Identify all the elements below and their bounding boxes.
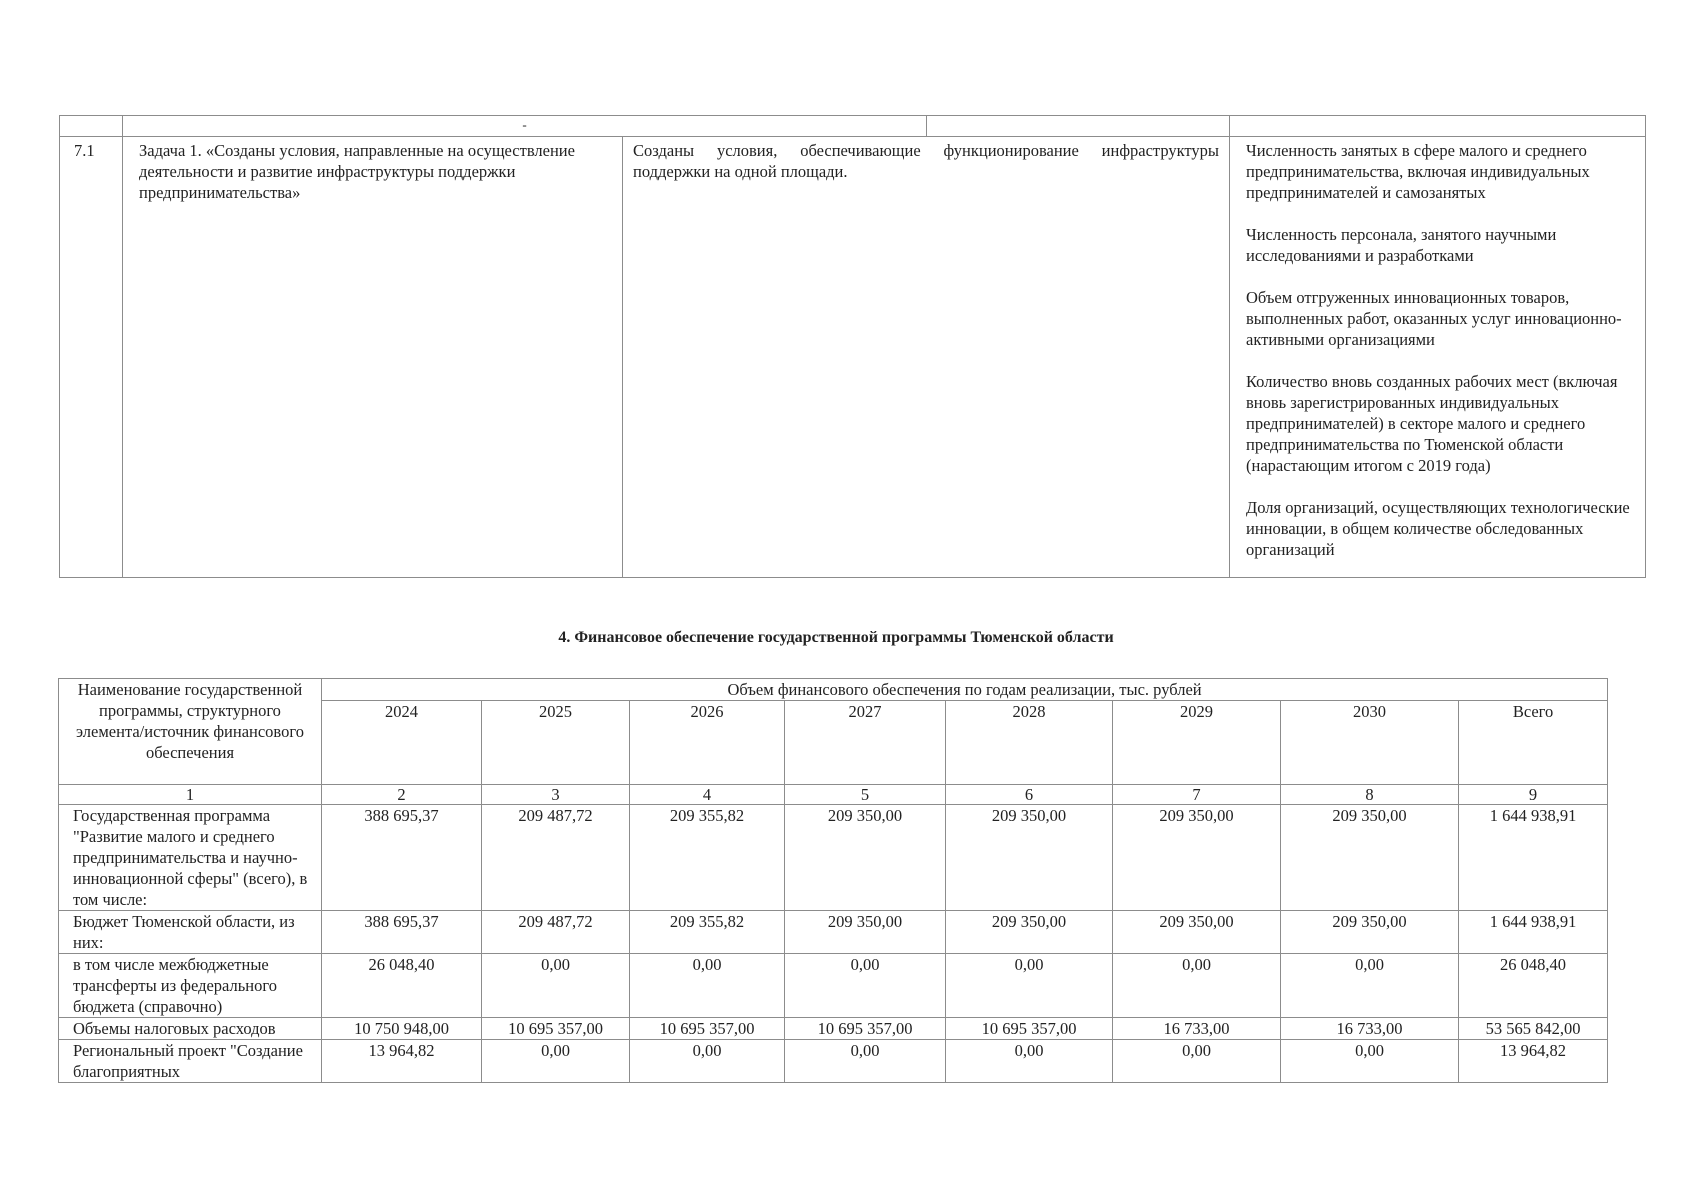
- row-name: Региональный проект "Создание благоприятных: [59, 1040, 322, 1083]
- column-number: 9: [1459, 785, 1608, 805]
- financing-table: [58, 678, 1608, 1083]
- total-cell: 26 048,40: [1459, 954, 1608, 1018]
- row-name: в том числе межбюджетные трансферты из федерального бюджета (справочно): [59, 954, 322, 1018]
- value-cell: 16 733,00: [1281, 1018, 1459, 1040]
- header-cell: [1230, 116, 1646, 137]
- value-cell: 0,00: [785, 1040, 946, 1083]
- table-header-row: [60, 116, 1646, 137]
- total-header: Всего: [1459, 701, 1608, 785]
- value-cell: 0,00: [630, 954, 785, 1018]
- result-text: Созданы условия, обеспечивающие функционирование инфраструктуры поддержки на одной площади.: [623, 137, 1230, 578]
- value-cell: 0,00: [1281, 1040, 1459, 1083]
- value-cell: 0,00: [785, 954, 946, 1018]
- year-header: 2027: [785, 701, 946, 785]
- column-numbers-row: [59, 785, 1608, 805]
- table-row: [60, 137, 1646, 578]
- column-number: 6: [946, 785, 1113, 805]
- indicator-item: Численность персонала, занятого научными исследованиями и разработками: [1246, 225, 1557, 265]
- table-row: [59, 805, 1608, 911]
- volume-header: Объем финансового обеспечения по годам реализации, тыс. рублей: [322, 679, 1608, 701]
- total-cell: 1 644 938,91: [1459, 911, 1608, 954]
- row-name: Государственная программа "Развитие малого и среднего предпринимательства и научно-инновационной сферы" (всего), в том числе:: [59, 805, 322, 911]
- column-number: 4: [630, 785, 785, 805]
- value-cell: 0,00: [1281, 954, 1459, 1018]
- indicator-item: Количество вновь созданных рабочих мест (включая вновь зарегистрированных индивидуальных предпринимателей) в секторе малого и среднего предпринимательства по Тюменской области (нарастающим итогом с 2019 года): [1246, 372, 1618, 475]
- year-header: 2025: [482, 701, 630, 785]
- value-cell: 388 695,37: [322, 805, 482, 911]
- year-header: 2024: [322, 701, 482, 785]
- column-number: 7: [1113, 785, 1281, 805]
- value-cell: 16 733,00: [1113, 1018, 1281, 1040]
- row-name: Бюджет Тюменской области, из них:: [59, 911, 322, 954]
- value-cell: 26 048,40: [322, 954, 482, 1018]
- year-header: 2028: [946, 701, 1113, 785]
- value-cell: 0,00: [946, 954, 1113, 1018]
- value-cell: 10 695 357,00: [630, 1018, 785, 1040]
- value-cell: 209 350,00: [946, 911, 1113, 954]
- value-cell: 209 350,00: [1113, 805, 1281, 911]
- column-number: 3: [482, 785, 630, 805]
- section-title: 4. Финансовое обеспечение государственной программы Тюменской области: [558, 629, 1114, 646]
- column-number: 2: [322, 785, 482, 805]
- total-cell: 13 964,82: [1459, 1040, 1608, 1083]
- value-cell: 0,00: [1113, 954, 1281, 1018]
- column-number: 8: [1281, 785, 1459, 805]
- year-header: 2029: [1113, 701, 1281, 785]
- header-cell: [60, 116, 123, 137]
- value-cell: 209 355,82: [630, 911, 785, 954]
- indicator-item: Объем отгруженных инновационных товаров, выполненных работ, оказанных услуг инновационно-активными организациями: [1246, 288, 1622, 349]
- value-cell: 209 350,00: [785, 805, 946, 911]
- value-cell: 10 695 357,00: [785, 1018, 946, 1040]
- task-text: Задача 1. «Созданы условия, направленные на осуществление деятельности и развитие инфраструктуры поддержки предпринимательства»: [123, 137, 623, 578]
- row-name: Объемы налоговых расходов: [59, 1018, 322, 1040]
- table-row: [59, 911, 1608, 954]
- table-row: [59, 1018, 1608, 1040]
- value-cell: 0,00: [630, 1040, 785, 1083]
- value-cell: 0,00: [1113, 1040, 1281, 1083]
- value-cell: 0,00: [482, 954, 630, 1018]
- value-cell: 0,00: [946, 1040, 1113, 1083]
- value-cell: 10 750 948,00: [322, 1018, 482, 1040]
- indicator-item: Численность занятых в сфере малого и среднего предпринимательства, включая индивидуальных предпринимателей и самозанятых: [1246, 141, 1590, 202]
- value-cell: 209 355,82: [630, 805, 785, 911]
- table-row: [59, 1040, 1608, 1083]
- column-number: 1: [59, 785, 322, 805]
- value-cell: 13 964,82: [322, 1040, 482, 1083]
- header-dash-cell: -: [123, 116, 927, 137]
- value-cell: 10 695 357,00: [946, 1018, 1113, 1040]
- task-indicators-table: [59, 115, 1646, 578]
- year-header: 2026: [630, 701, 785, 785]
- value-cell: 0,00: [482, 1040, 630, 1083]
- value-cell: 209 350,00: [1281, 805, 1459, 911]
- value-cell: 209 350,00: [1281, 911, 1459, 954]
- indicator-item: Доля организаций, осуществляющих технологические инновации, в общем количестве обследованных организаций: [1246, 498, 1630, 559]
- name-column-header: Наименование государственной программы, структурного элемента/источник финансового обеспечения: [59, 679, 322, 785]
- total-cell: 1 644 938,91: [1459, 805, 1608, 911]
- value-cell: 209 350,00: [1113, 911, 1281, 954]
- table-row: [59, 954, 1608, 1018]
- value-cell: 209 350,00: [946, 805, 1113, 911]
- value-cell: 10 695 357,00: [482, 1018, 630, 1040]
- value-cell: 209 350,00: [785, 911, 946, 954]
- indicators-cell: [1230, 137, 1646, 578]
- value-cell: 209 487,72: [482, 911, 630, 954]
- header-cell: [927, 116, 1230, 137]
- year-header: 2030: [1281, 701, 1459, 785]
- total-cell: 53 565 842,00: [1459, 1018, 1608, 1040]
- value-cell: 388 695,37: [322, 911, 482, 954]
- column-number: 5: [785, 785, 946, 805]
- row-number: 7.1: [60, 137, 123, 578]
- table-header-row: [59, 679, 1608, 701]
- value-cell: 209 487,72: [482, 805, 630, 911]
